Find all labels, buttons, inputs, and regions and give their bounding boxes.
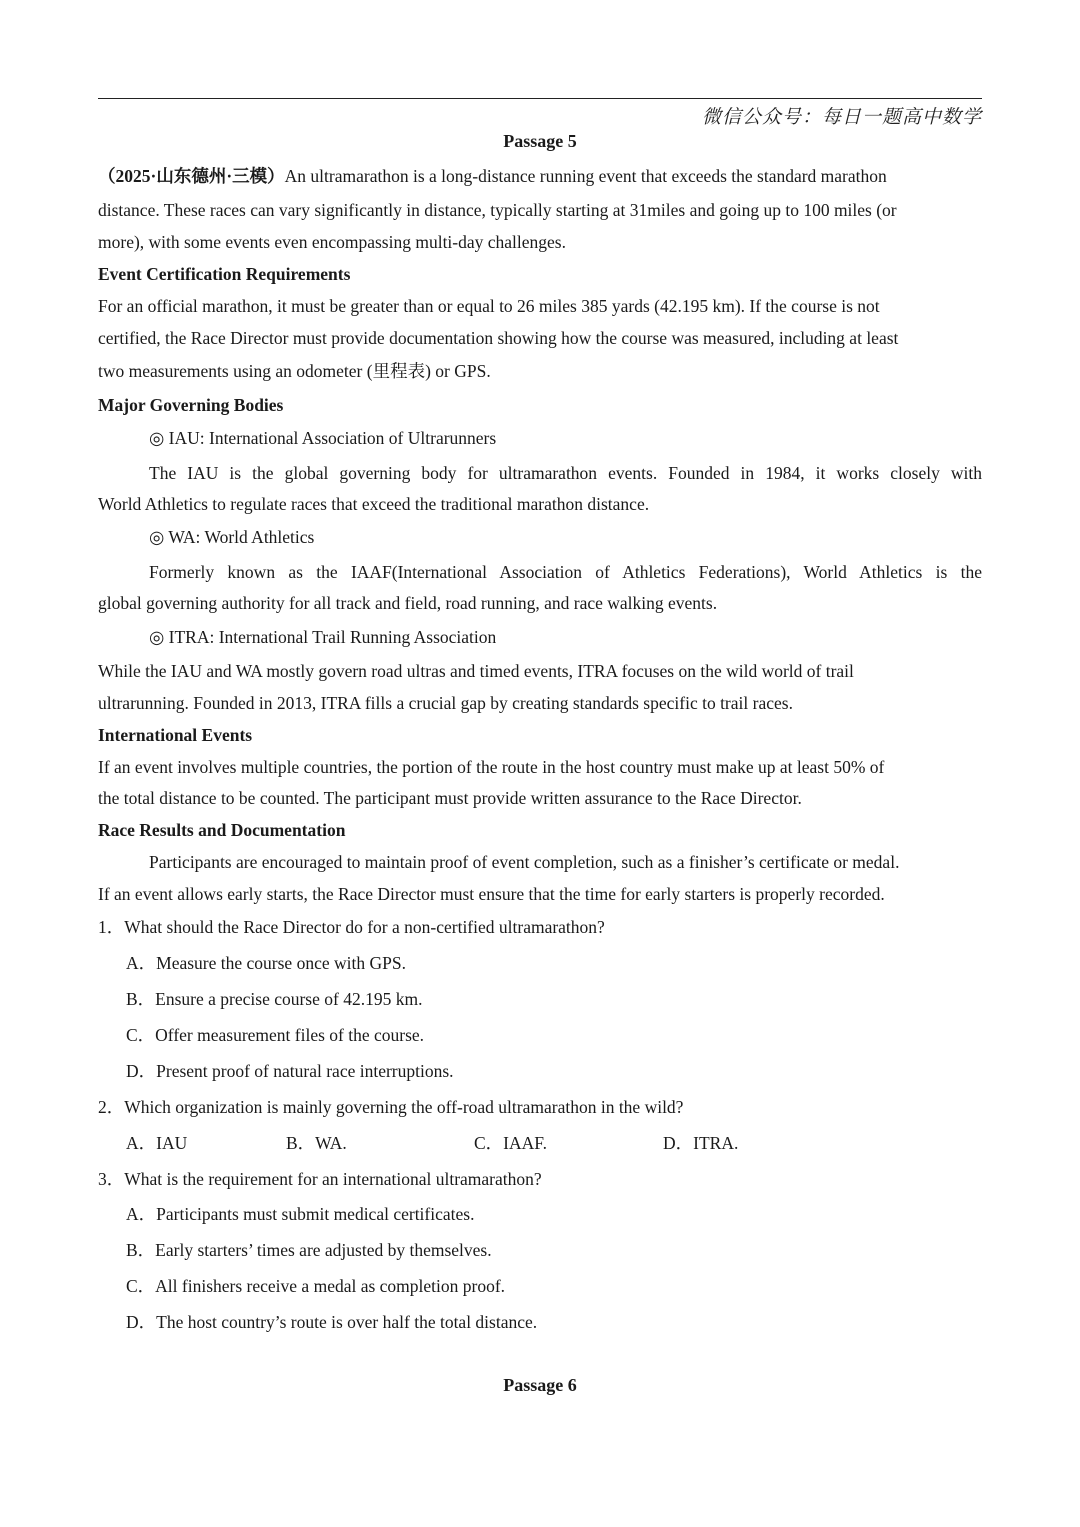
intro-line-3: more), with some events even encompassing multi-day challenges. (98, 232, 566, 252)
heading-race-results: Race Results and Documentation (98, 820, 346, 840)
cert-line-2: certified, the Race Director must provide documentation showing how the course was measured, including at least (98, 328, 899, 348)
question-2-option-c: C．IAAF. (474, 1133, 547, 1153)
wa-heading: ◎ WA: World Athletics (149, 527, 315, 547)
wa-line-1: Formerly known as the IAAF(International Association of Athletics Federations), World Athletics is the (149, 562, 982, 582)
question-3-stem: 3．What is the requirement for an international ultramarathon? (98, 1169, 542, 1189)
results-line-1: Participants are encouraged to maintain proof of event completion, such as a finisher’s certificate or medal. (149, 852, 900, 872)
header-rule (98, 98, 982, 99)
results-line-2: If an event allows early starts, the Race Director must ensure that the time for early starters is properly recorded. (98, 884, 885, 904)
intro-line-2: distance. These races can vary significantly in distance, typically starting at 31miles and going up to 100 miles (or (98, 200, 897, 220)
source-tag: （2025·山东德州·三模） (98, 166, 285, 186)
heading-governing-bodies: Major Governing Bodies (98, 395, 284, 415)
question-2-option-b: B．WA. (286, 1133, 347, 1153)
intro-line-1: （2025·山东德州·三模）An ultramarathon is a long-distance running event that exceeds the standard marathon (98, 166, 887, 186)
question-1-option-a: A．Measure the course once with GPS. (126, 953, 406, 973)
question-2-option-d: D．ITRA. (663, 1133, 739, 1153)
question-1-option-c: C．Offer measurement files of the course. (126, 1025, 425, 1045)
heading-international-events: International Events (98, 725, 253, 745)
question-3-option-c: C．All finishers receive a medal as completion proof. (126, 1276, 506, 1296)
cert-line-3: two measurements using an odometer (里程表) or GPS. (98, 361, 491, 381)
question-1-option-b: B．Ensure a precise course of 42.195 km. (126, 989, 423, 1009)
heading-certification: Event Certification Requirements (98, 264, 351, 284)
cert-line-1: For an official marathon, it must be greater than or equal to 26 miles 385 yards (42.195 km). If the course is not (98, 296, 880, 316)
question-3-option-a: A．Participants must submit medical certificates. (126, 1204, 475, 1224)
itra-line-2: ultrarunning. Founded in 2013, ITRA fills a crucial gap by creating standards specific to trail races. (98, 693, 793, 713)
passage-5-title: Passage 5 (503, 131, 577, 151)
question-3-option-b: B．Early starters’ times are adjusted by themselves. (126, 1240, 492, 1260)
itra-heading: ◎ ITRA: International Trail Running Association (149, 627, 497, 647)
iau-heading: ◎ IAU: International Association of Ultrarunners (149, 428, 497, 448)
question-1-stem: 1．What should the Race Director do for a non-certified ultramarathon? (98, 917, 605, 937)
question-3-option-d: D．The host country’s route is over half the total distance. (126, 1312, 538, 1332)
passage-6-title: Passage 6 (503, 1375, 577, 1395)
wa-line-2: global governing authority for all track and field, road running, and race walking events. (98, 593, 718, 613)
iau-line-2: World Athletics to regulate races that exceed the traditional marathon distance. (98, 494, 650, 514)
intl-line-1: If an event involves multiple countries, the portion of the route in the host country must make up at least 50% of (98, 757, 885, 777)
iau-line-1: The IAU is the global governing body for ultramarathon events. Founded in 1984, it works closely with (149, 463, 982, 483)
itra-line-1: While the IAU and WA mostly govern road ultras and timed events, ITRA focuses on the wild world of trail (98, 661, 854, 681)
intl-line-2: the total distance to be counted. The participant must provide written assurance to the Race Director. (98, 788, 802, 808)
question-2-option-a: A．IAU (126, 1133, 188, 1153)
question-2-stem: 2．Which organization is mainly governing the off-road ultramarathon in the wild? (98, 1097, 684, 1117)
header-watermark: 微信公众号：每日一题高中数学 (701, 106, 982, 128)
question-1-option-d: D．Present proof of natural race interruptions. (126, 1061, 454, 1081)
